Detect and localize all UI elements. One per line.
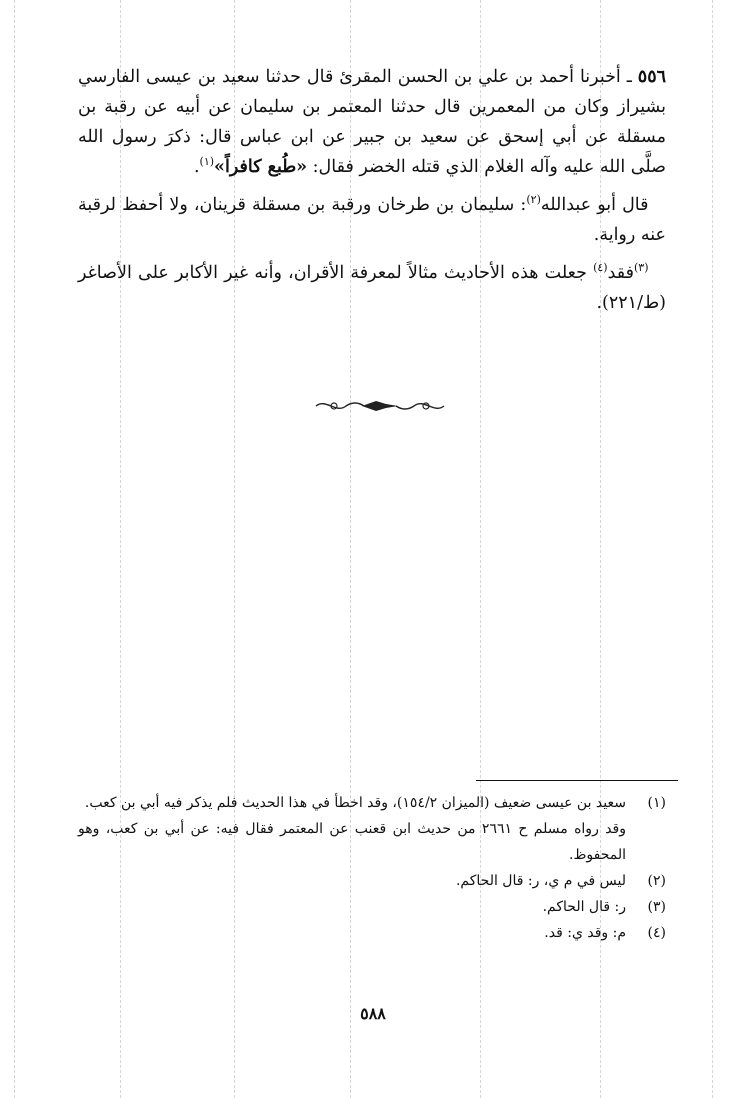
page-number: ٥٨٨ (360, 1004, 386, 1023)
footnote-text: ليس في م ي، ر: قال الحاكم. (455, 873, 626, 889)
footnotes (78, 790, 666, 946)
footnote-ref: (٢) (526, 193, 541, 207)
footnote-separator (476, 780, 678, 781)
ornament-divider (314, 394, 446, 418)
hadith-number: ٥٥٦ (637, 67, 666, 87)
footnote-continuation: وقد رواه مسلم ح ٢٦٦١ من حديث ابن قعنب عن المعتمر فقال فيه: عن أبي بن كعب، وهو المحفوظ. (78, 821, 626, 863)
footnote-text: سعيد بن عيسى ضعيف (الميزان ١٥٤/٢)، وقد اخطأ في هذا الحديث فلم يذكر فيه أبي بن كعب. (84, 795, 626, 811)
guide-line (712, 0, 713, 1098)
guide-line (14, 0, 15, 1098)
main-text (78, 62, 666, 326)
commentary-paragraph (78, 190, 666, 250)
footnote-item (78, 894, 666, 920)
footnote-mark: (٣) (647, 899, 666, 915)
footnote-mark: (٤) (647, 925, 666, 941)
period: . (193, 157, 200, 177)
footnote-item (78, 868, 666, 894)
commentary-text: : سليمان بن طرخان ورقبة بن مسقلة قرينان، ولا أحفظ لرقبة عنه رواية. (78, 195, 666, 245)
conclusion-lead: فقد (607, 263, 634, 283)
hadith-quote: «طُبع كافراً» (214, 157, 308, 177)
footnote-ref: (١) (199, 155, 215, 169)
commentary-lead: قال أبو عبدالله (540, 195, 649, 215)
conclusion-paragraph (78, 258, 666, 318)
conclusion-text: جعلت هذه الأحاديث مثالاً لمعرفة الأقران، وأنه غير الأكابر على الأصاغر (ط/٢٢١). (78, 263, 666, 313)
footnote-text: م: وقد ي: قد. (544, 925, 626, 941)
footnote-item (78, 920, 666, 946)
footnote-mark: (٢) (647, 873, 666, 889)
footnote-item (78, 790, 666, 816)
footnote-ref: (٤) (593, 261, 608, 275)
footnote-mark: (١) (647, 795, 666, 811)
footnote-text: ر: قال الحاكم. (542, 899, 626, 915)
footnote-ref: (٣) (633, 261, 649, 275)
isnad-text: ـ أخبرنا أحمد بن علي بن الحسن المقرئ قال حدثنا سعيد بن عيسى الفارسي بشيراز وكان من المعمرين قال حدثنا المعتمر بن سليمان عن أبيه عن رقبة بن مسقلة عن أبي إسحق عن سعيد بن جبير عن ابن عباس قال: ذكرَ رسول الله صلَّى الله عليه وآله الغلام الذي قتله الخضر فقال: (78, 67, 666, 177)
hadith-paragraph (78, 62, 666, 182)
